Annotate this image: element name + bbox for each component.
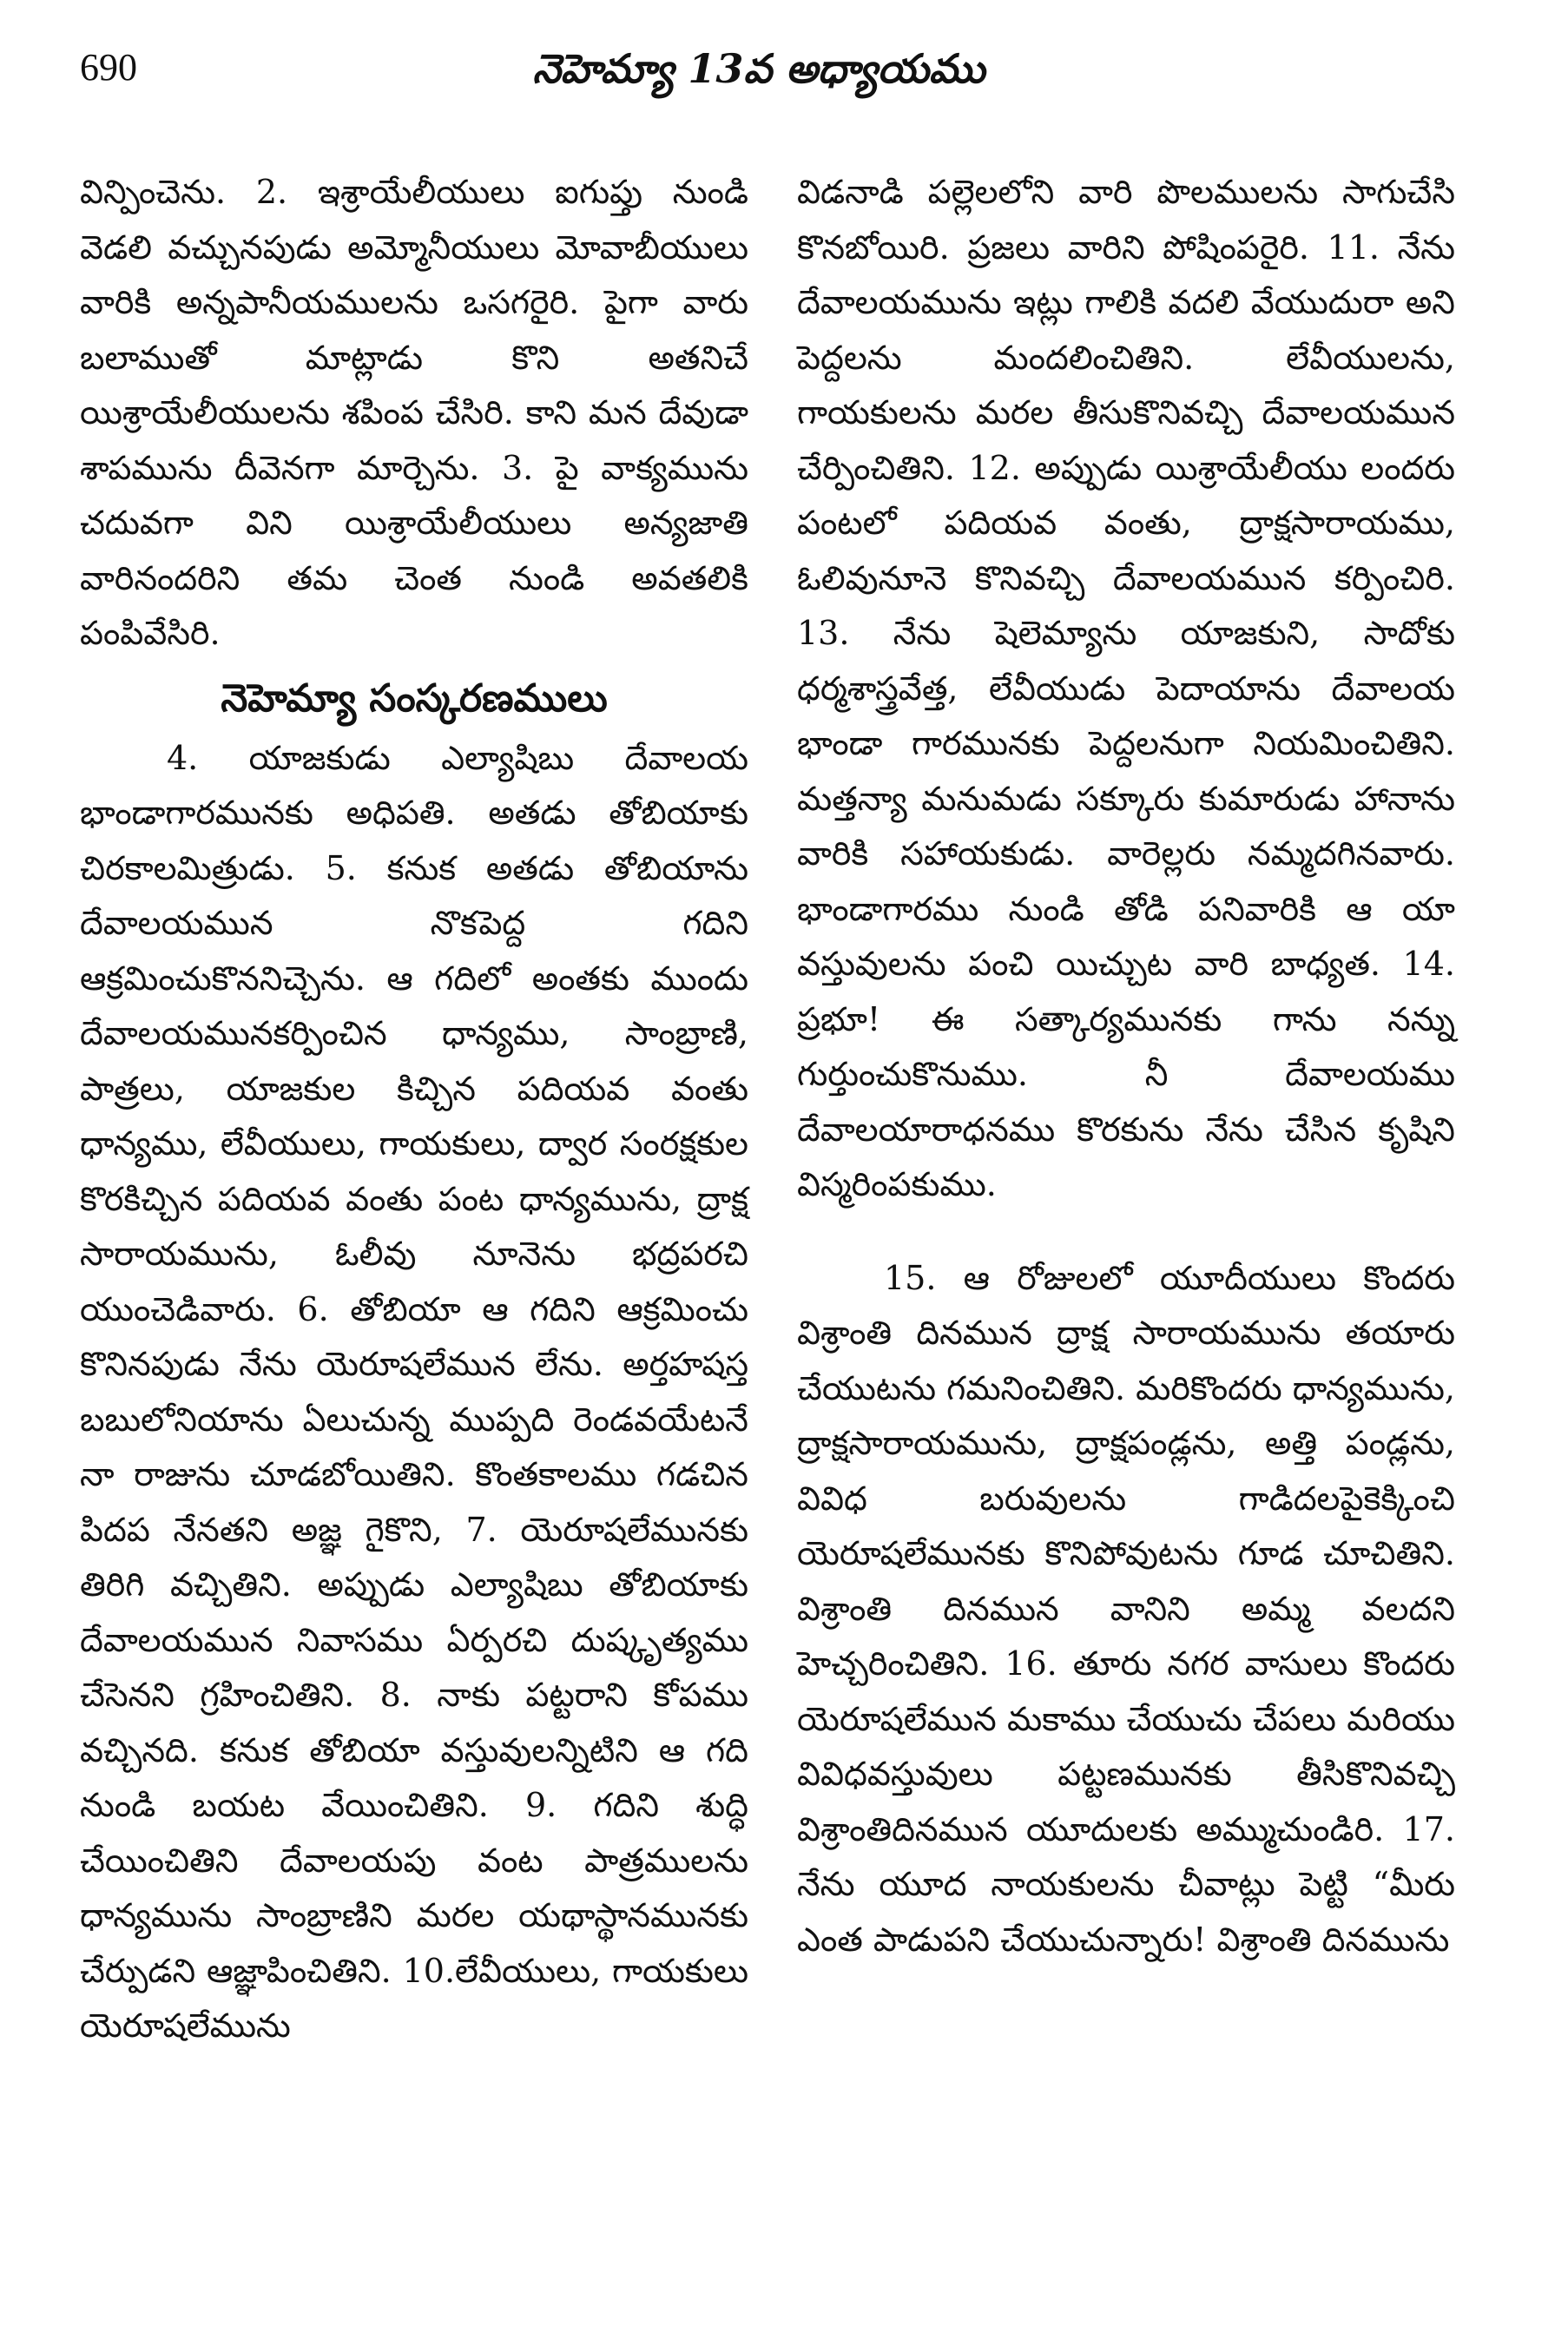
running-title: నెహెమ్యా 13వ అధ్యాయము (532, 45, 985, 92)
section-heading: నెహెమ్యా సంస్కరణములు (221, 675, 608, 721)
page-number: 690 (80, 46, 137, 89)
paragraph: 4. యాజకుడు ఎల్యాషిబు దేవాలయ భాండాగారమునకు అధిపతి. అతడు తోబియాకు చిరకాలమిత్రుడు. 5. కనుక అతడు తోబియాను దేవాలయమున నొకపెద్ద గదిని ఆక్రమించుకొననిచ్చెను. ఆ గదిలో అంతకు ముందు దేవాలయమునకర్పించిన ధాన్యము, సాంబ్రాణి, పాత్రలు, యాజకుల కిచ్చిన పదియవ వంతు ధాన్యము, లేవీయులు, గాయకులు, ద్వార సంరక్షకుల కొరకిచ్చిన పదియవ వంతు పంట ధాన్యమును, ద్రాక్ష సారాయమును, ఓలీవు నూనెను భద్రపరచి యుంచెడివారు. 6. తోబియా ఆ గదిని ఆక్రమించు కొనినపుడు నేను యెరూషలేమున లేను. అర్తహషస్త బబులోనియాను ఏలుచున్న ముప్పది రెండవయేటనే నా రాజును చూడబోయితిని. కొంతకాలము గడచిన పిదప నేనతని అజ్ఞ గైకొని, 7. యెరూషలేమునకు తిరిగి వచ్చితిని. అప్పుడు ఎల్యాషిబు తోబియాకు దేవాలయమున నివాసము ఏర్పరచి దుష్కృత్యము చేసెనని గ్రహించితిని. 8. నాకు పట్టరాని కోపము వచ్చినది. కనుక తోబియా వస్తువులన్నిటిని ఆ గది నుండి బయట వేయించితిని. 9. గదిని శుద్ధి చేయించితిని దేవాలయపు వంట పాత్రములను ధాన్యమును సాంబ్రాణిని మరల యథాస్థానమునకు చేర్పుడని ఆజ్ఞాపించితిని. 10.లేవీయులు, గాయకులు యెరూషలేమును (80, 738, 748, 2045)
paragraph: విన్పించెను. 2. ఇశ్రాయేలీయులు ఐగుప్తు నుండి వెడలి వచ్చునపుడు అమ్మోనీయులు మోవాబీయులు వారికి అన్నపానీయములను ఒసగరైరి. పైగా వారు బలాముతో మాట్లాడు కొని అతనిచే యిశ్రాయేలీయులను శపింప చేసిరి. కాని మన దేవుడా శాపమును దీవెనగా మార్చెను. 3. పై వాక్యమును చదువగా విని యిశ్రాయేలీయులు అన్యజాతి వారినందరిని తమ చెంత నుండి అవతలికి పంపివేసిరి. (80, 173, 748, 652)
left-column (80, 165, 748, 2054)
right-column (797, 165, 1455, 1967)
paragraph: విడనాడి పల్లెలలోని వారి పొలములను సాగుచేసి కొనబోయిరి. ప్రజలు వారిని పోషింపరైరి. 11. నేను దేవాలయమును ఇట్లు గాలికి వదలి వేయుదురా అని పెద్దలను మందలించితిని. లేవీయులను, గాయకులను మరల తీసుకొనివచ్చి దేవాలయమున చేర్పించితిని. 12. అప్పుడు యిశ్రాయేలీయు లందరు పంటలో పదియవ వంతు, ద్రాక్షసారాయము, ఓలివునూనె కొనివచ్చి దేవాలయమున కర్పించిరి. 13. నేను షెలెమ్యాను యాజకుని, సాదోకు ధర్మశాస్త్రవేత్త, లేవీయుడు పెదాయాను దేవాలయ భాండా గారమునకు పెద్దలనుగా నియమించితిని. మత్తన్యా మనుమడు సక్కూరు కుమారుడు హానాను వారికి సహాయకుడు. వారెల్లరు నమ్మదగినవారు. భాండాగారము నుండి తోడి పనివారికి ఆ యా వస్తువులను పంచి యిచ్చుట వారి బాధ్యత. 14. ప్రభూ! ఈ సత్కార్యమునకు గాను నన్ను గుర్తుంచుకొనుము. నీ దేవాలయము దేవాలయారాధనము కొరకును నేను చేసిన కృషిని విస్మరింపకుము. (797, 173, 1455, 1203)
page-header (80, 45, 1438, 115)
paragraph: 15. ఆ రోజులలో యూదీయులు కొందరు విశ్రాంతి దినమున ద్రాక్ష సారాయమును తయారు చేయుటను గమనించితిని. మరికొందరు ధాన్యమును, ద్రాక్షసారాయమును, ద్రాక్షపండ్లను, అత్తి పండ్లను, వివిధ బరువులను గాడిదలపైకెక్కించి యెరూషలేమునకు కొనిపోవుటను గూడ చూచితిని. విశ్రాంతి దినమున వానిని అమ్మ వలదని హెచ్చరించితిని. 16. తూరు నగర వాసులు కొందరు యెరూషలేమున మకాము చేయుచు చేపలు మరియు వివిధవస్తువులు పట్టణమునకు తీసికొనివచ్చి విశ్రాంతిదినమున యూదులకు అమ్ముచుండిరి. 17. నేను యూద నాయకులను చీవాట్లు పెట్టి “మీరు ఎంత పాడుపని చేయుచున్నారు! విశ్రాంతి దినమును (797, 1258, 1455, 1959)
